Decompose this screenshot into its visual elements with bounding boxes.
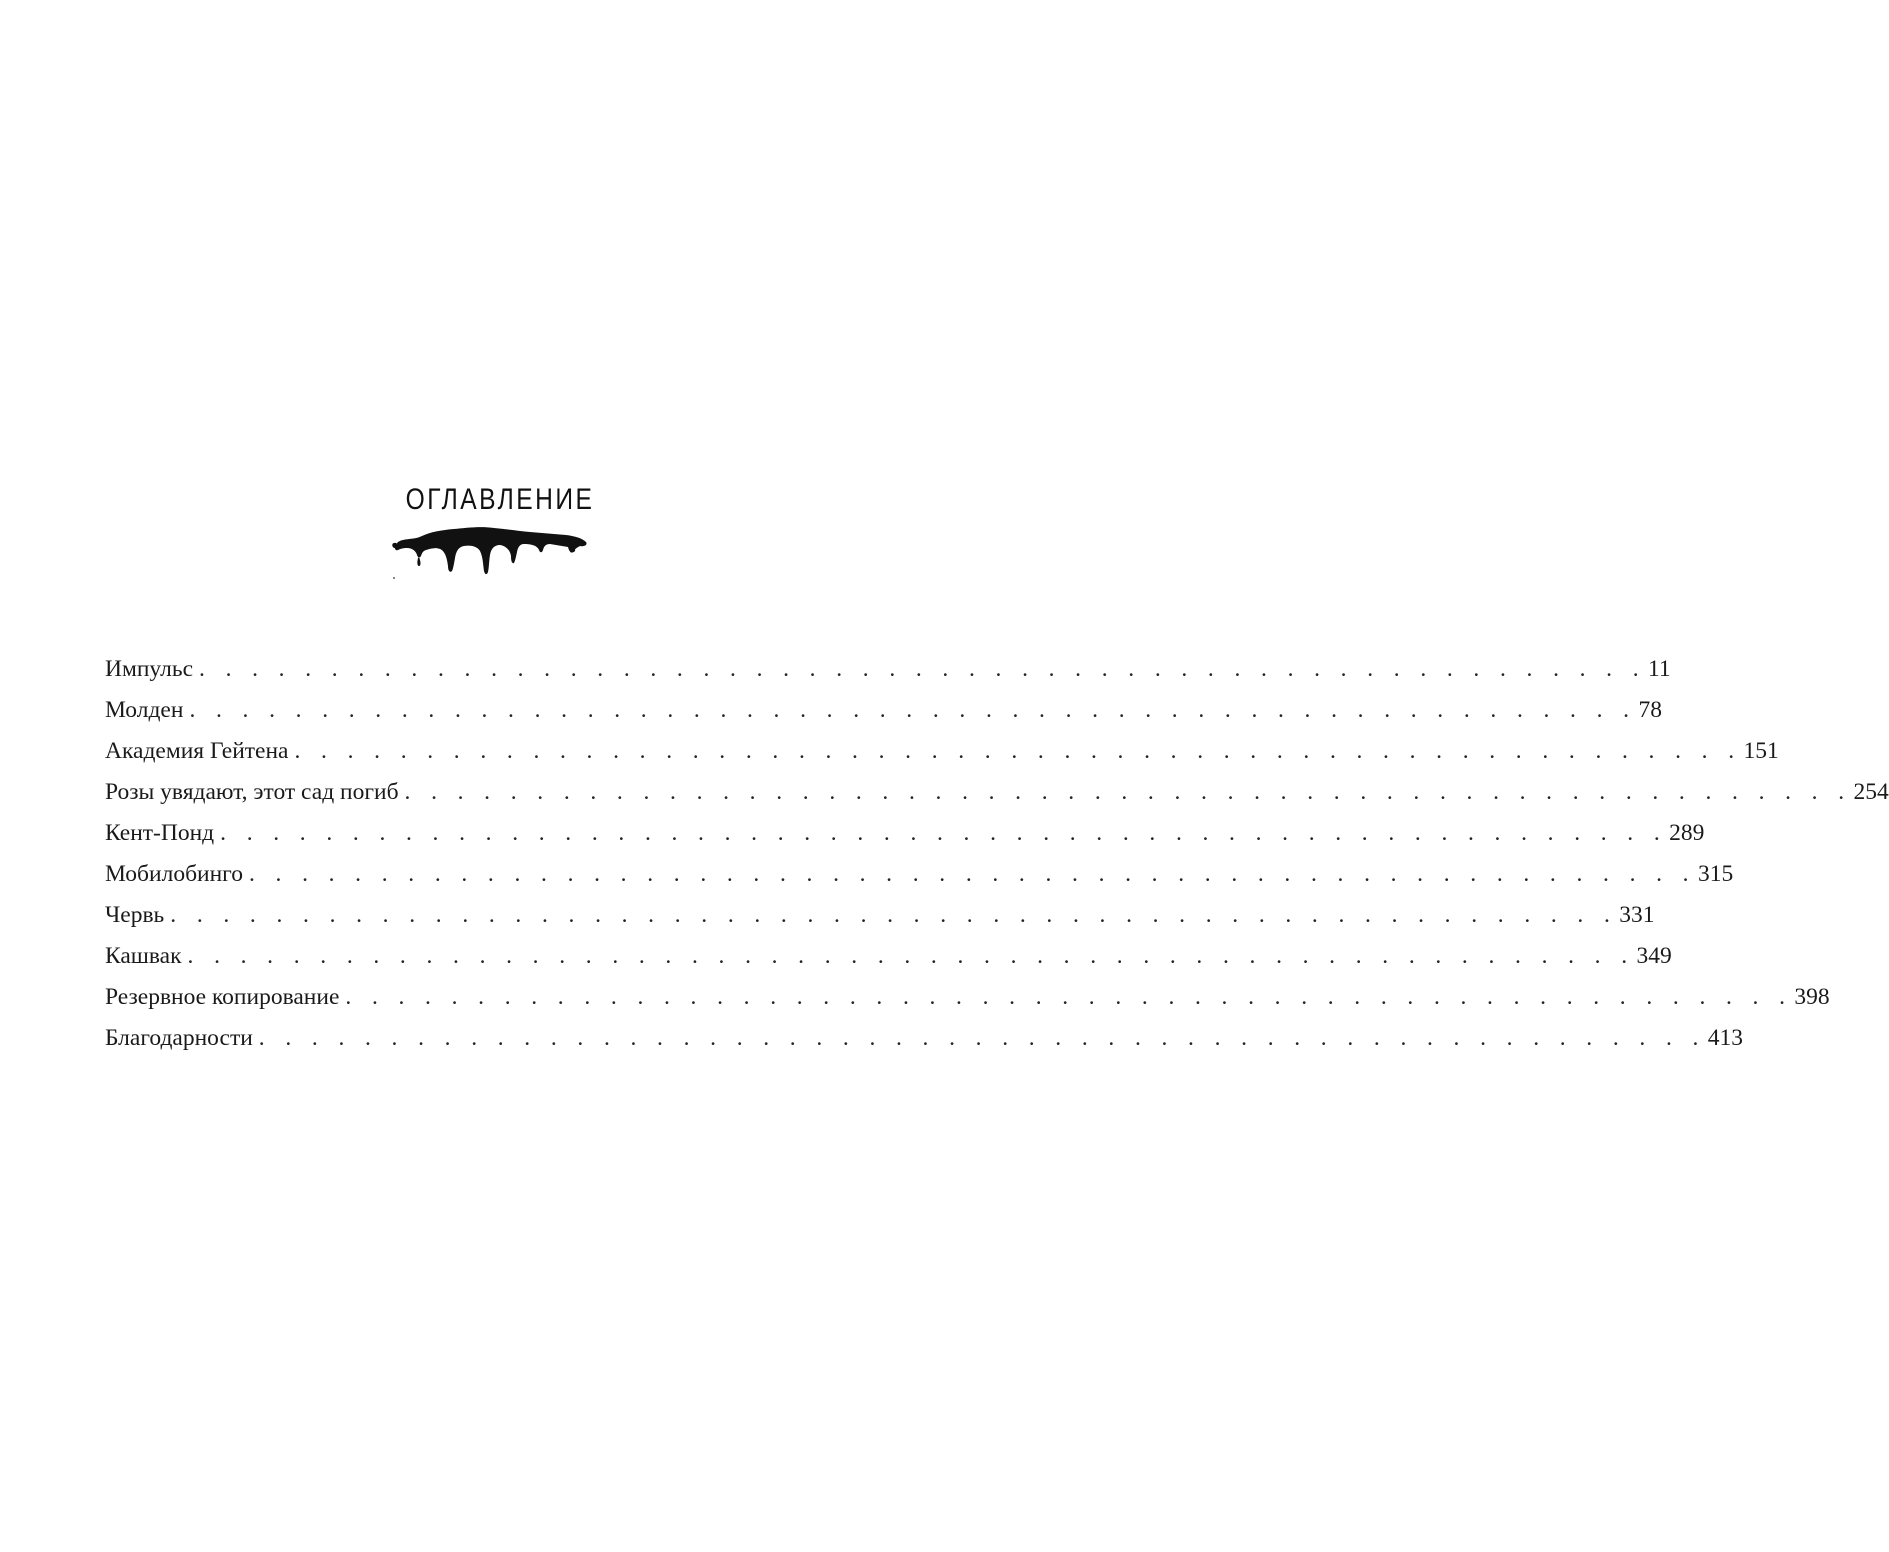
toc-entry-title: Импульс [105, 656, 194, 682]
dot-leader: . . . . . . . . . . . . . . . . . . . . . . . . . . . . . . . . . . . . . . . . . . . . . . . . . . . . . . . [189, 697, 1637, 723]
dot-leader: . . . . . . . . . . . . . . . . . . . . . . . . . . . . . . . . . . . . . . . . . . . . . . . . . . . . . . . [258, 1025, 1706, 1051]
dot-leader: . . . . . . . . . . . . . . . . . . . . . . . . . . . . . . . . . . . . . . . . . . . . . . . . . . . . . . . [345, 984, 1793, 1010]
toc-entry-page: 413 [1707, 1025, 1744, 1051]
dot-leader: . . . . . . . . . . . . . . . . . . . . . . . . . . . . . . . . . . . . . . . . . . . . . . . . . . . . . . . [248, 861, 1696, 887]
toc-entry[interactable] [105, 977, 1830, 1018]
toc-entry-page: 331 [1619, 902, 1655, 928]
toc-entry-page: 315 [1697, 861, 1734, 887]
toc-entry-page: 398 [1794, 984, 1830, 1010]
toc-heading: ОГЛАВЛЕНИЕ [405, 483, 595, 516]
ink-drip-ornament-icon [390, 520, 595, 585]
toc-entry-title: Молден [105, 697, 184, 723]
toc-entry-title: Мобилобинго [105, 861, 243, 887]
dot-leader: . . . . . . . . . . . . . . . . . . . . . . . . . . . . . . . . . . . . . . . . . . . . . . . . . . . . . . . [220, 820, 1668, 846]
toc-entry-title: Благодарности [105, 1025, 253, 1051]
toc-entry-page: 11 [1648, 656, 1671, 682]
toc-entry-title: Кашвак [105, 943, 182, 969]
toc-entry-title: Резервное копирование [105, 984, 340, 1010]
toc-entry-page: 78 [1638, 697, 1662, 723]
toc-entry-page: 349 [1636, 943, 1672, 969]
toc-entry-page: 151 [1743, 738, 1779, 764]
toc-entry-title: Розы увядают, этот сад погиб [105, 779, 399, 805]
toc-entry[interactable] [105, 895, 1655, 936]
toc-entry[interactable] [105, 854, 1734, 895]
dot-leader: . . . . . . . . . . . . . . . . . . . . . . . . . . . . . . . . . . . . . . . . . . . . . . . . . . . . . . . [294, 738, 1742, 764]
toc-entry[interactable] [105, 690, 1662, 731]
toc-entry-title: Академия Гейтена [105, 738, 289, 764]
toc-entry-title: Кент-Понд [105, 820, 215, 846]
toc-entry[interactable] [105, 936, 1672, 977]
toc-entry[interactable] [105, 1018, 1744, 1059]
dot-leader: . . . . . . . . . . . . . . . . . . . . . . . . . . . . . . . . . . . . . . . . . . . . . . . . . . . . . . . [199, 656, 1646, 682]
toc-entry-page: 289 [1669, 820, 1705, 846]
dot-leader: . . . . . . . . . . . . . . . . . . . . . . . . . . . . . . . . . . . . . . . . . . . . . . . . . . . . . . . [404, 779, 1852, 805]
toc-entry-title: Червь [105, 902, 165, 928]
toc-entry[interactable] [105, 772, 1889, 813]
toc-entry[interactable] [105, 731, 1779, 772]
dot-leader: . . . . . . . . . . . . . . . . . . . . . . . . . . . . . . . . . . . . . . . . . . . . . . . . . . . . . . . [187, 943, 1635, 969]
dot-leader: . . . . . . . . . . . . . . . . . . . . . . . . . . . . . . . . . . . . . . . . . . . . . . . . . . . . . . . [170, 902, 1618, 928]
toc-entry[interactable] [105, 649, 1671, 690]
toc-entry[interactable] [105, 813, 1705, 854]
toc-list [105, 649, 1889, 1059]
toc-entry-page: 254 [1853, 779, 1889, 805]
